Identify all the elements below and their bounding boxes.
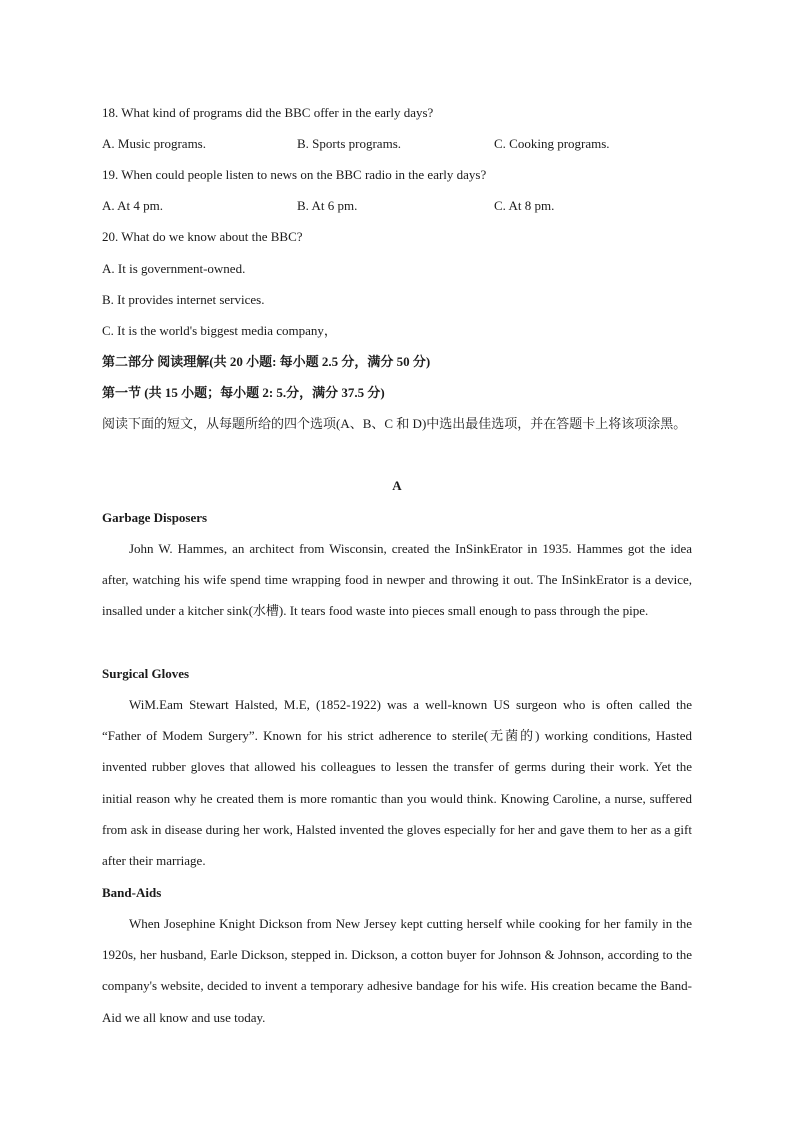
q19-option-b: B. At 6 pm. — [297, 198, 358, 213]
section-heading: 第二部分 阅读理解(共 20 小题: 每小题 2.5 分，满分 50 分) — [102, 354, 431, 369]
section-title-surgical-gloves: Surgical Gloves — [102, 666, 190, 681]
q20-option-a: A. It is government-owned. — [102, 261, 246, 276]
q19-option-c: C. At 8 pm. — [494, 198, 555, 213]
section-instruction: 阅读下面的短文，从每题所给的四个选项(A、B、C 和 D)中选出最佳选项，并在答题卡上将该项涂黑。 — [102, 416, 687, 431]
passage-label: A — [392, 478, 402, 493]
section-title-garbage-disposers: Garbage Disposers — [102, 510, 208, 525]
q18-option-c: C. Cooking programs. — [494, 136, 610, 151]
paragraph-band-aids: When Josephine Knight Dickson from New Jersey kept cutting herself while cooking for her family in the 1920s, her husband, Earle Dickson, stepped in. Dickson, a cotton buyer for Johnson & Johnson, according to the company's website, decided to invent a temporary adhesive bandage for his wife. His creation became the Band-Aid we all know and use today. — [102, 916, 692, 1025]
question-19: 19. When could people listen to news on the BBC radio in the early days? — [102, 167, 487, 182]
question-18: 18. What kind of programs did the BBC offer in the early days? — [102, 105, 434, 120]
paragraph-garbage-disposers: John W. Hammes, an architect from Wisconsin, created the InSinkErator in 1935. Hammes got the idea after, watching his wife spend time wrapping food in newper and throwing it out. The InSinkErator is a device, insalled under a kitcher sink(水槽). It tears food waste into pieces small enough to pass through the pipe. — [102, 541, 692, 619]
section-subheading: 第一节 (共 15 小题；每小题 2: 5.分，满分 37.5 分) — [102, 385, 385, 400]
q20-option-c: C. It is the world's biggest media company， — [102, 323, 337, 338]
section-title-band-aids: Band-Aids — [102, 885, 162, 900]
q19-option-a: A. At 4 pm. — [102, 198, 164, 213]
q20-option-b: B. It provides internet services. — [102, 292, 265, 307]
q18-option-b: B. Sports programs. — [297, 136, 401, 151]
q18-option-a: A. Music programs. — [102, 136, 206, 151]
paragraph-surgical-gloves: WiM.Eam Stewart Halsted, M.E, (1852-1922) was a well-known US surgeon who is often called the “Father of Modem Surgery”. Known for his strict adherence to sterile(无菌的) working conditions, Hasted invented rubber gloves that allowed his colleagues to lessen the transfer of germs during their work. Yet the initial reason why he created them is more romantic than you would think. Knowing Caroline, a nurse, suffered from ask in disease during her work, Halsted invented the gloves especially for her and gave them to her as a gift after their marriage. — [102, 697, 692, 869]
question-20: 20. What do we know about the BBC? — [102, 229, 303, 244]
